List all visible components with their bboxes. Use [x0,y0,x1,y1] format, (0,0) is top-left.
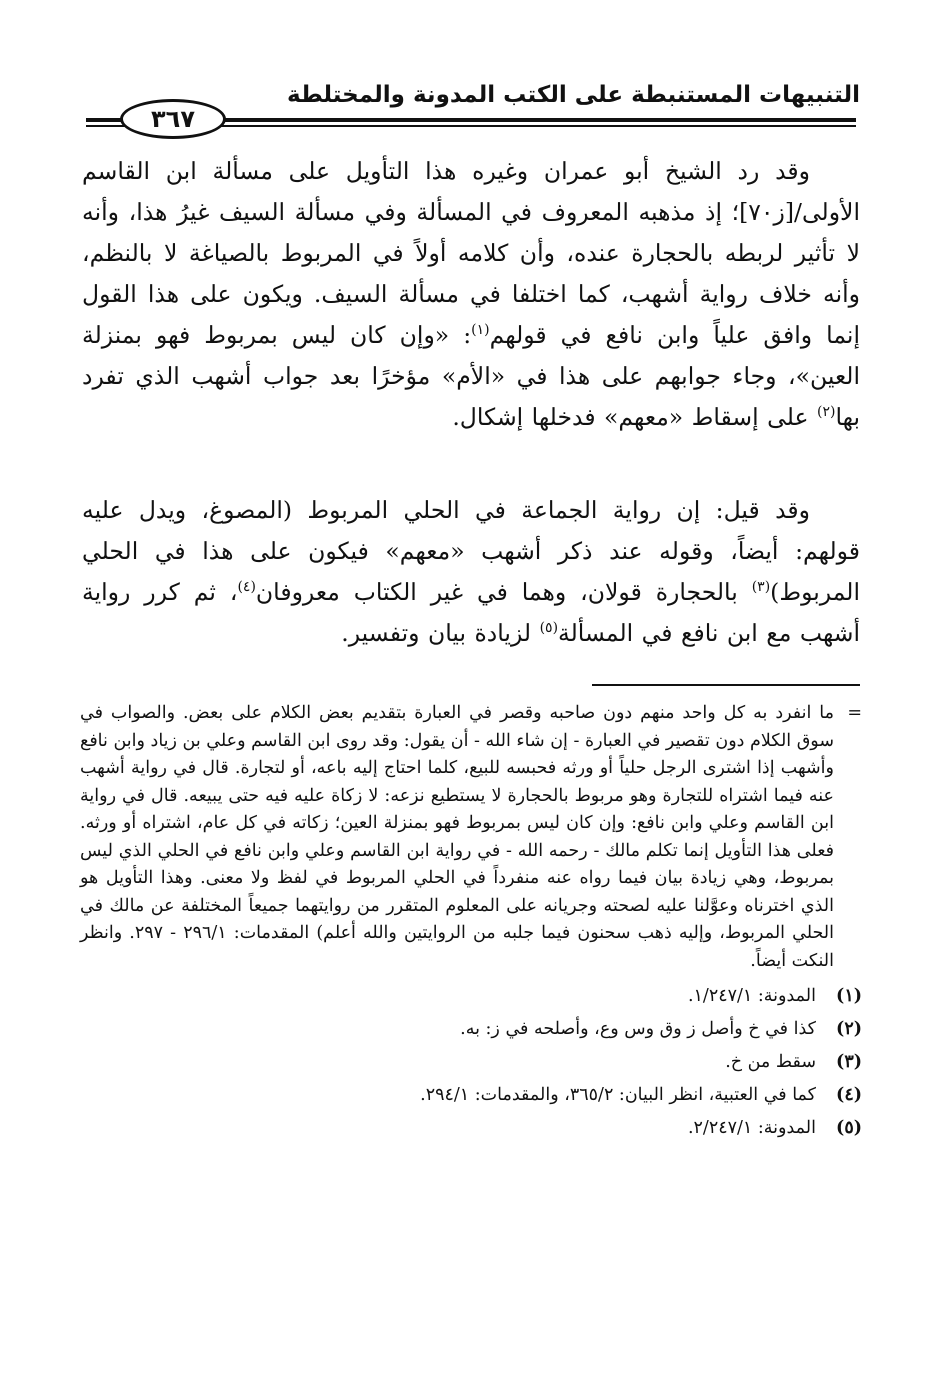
paragraph-text: وقد رد الشيخ أبو عمران وغيره هذا التأويل على مسألة ابن القاسم الأولى/[ز٧٠]؛ إذ مذهبه المعروف في المسألة وفي مسألة السيف غيرُ هذا، وأنه لا تأثير لربطه بالحجارة عنده، وأن كلامه أولاً في المربوط بالصياغة لا بالنظم، وأنه خلاف رواية أشهب، كما اختلفا في مسألة السيف. ويكون على هذا القول إنما وافق علياً وابن نافع في قولهم [82,157,860,349]
footnotes [80,700,862,1147]
footnote-number: (٥) [836,1118,862,1138]
footnote-number: (٢) [836,1019,862,1039]
footnote-number: (٣) [836,1052,862,1072]
footnote-text: سقط من خ. [725,1052,816,1072]
footnote-list [80,982,862,1142]
footnote-text: كما في العتبية، انظر البيان: ٣٦٥/٢، والمقدمات: ٢٩٤/١. [420,1085,816,1105]
paragraph-text: لزيادة بيان وتفسير. [341,619,540,647]
continuation-marker: = [847,703,862,723]
footnote-reference: (٥) [539,620,559,637]
footnote-number: (١) [836,986,862,1006]
running-title: التنبيهات المستنبطة على الكتب المدونة والمختلطة [287,82,860,108]
main-paragraph-1 [82,151,860,438]
footnote-separator [592,684,860,686]
footnote-item [80,1081,862,1109]
paragraph-text: ، ثم كرر رواية أشهب مع ابن نافع في المسألة [82,578,860,647]
footnote-item [80,1114,862,1142]
paragraph-text: وقد قيل: إن رواية الجماعة في الحلي المربوط (المصوغ، ويدل عليه قولهم: أيضاً، وقوله عند ذكر أشهب «معهم» فيكون على هذا في الحلي المربوط) [82,496,860,606]
paragraph-text: على إسقاط «معهم» فدخلها إشكال. [452,403,817,431]
footnote-reference: (١) [471,322,490,339]
footnote-item [80,1048,862,1076]
footnote-item [80,1015,862,1043]
continued-footnote-text: ما انفرد به كل واحد منهم دون صاحبه وقصر في العبارة بتقديم بعض الكلام على بعض. والصواب في سوق الكلام دون تقصير في العبارة - إن شاء الله - أن يقول: وقد روى ابن القاسم وعلي بن زياد وابن نافع وأشهب إذا اشترى الرجل حلياً أو ورثه فحبسه للبيع، كلما احتاج إليه باعه، أو لتجارة. قال في رواية أشهب عنه فيما اشتراه للتجارة وهو مربوط بالحجارة لا يستطيع نزعه: لا زكاة عليه فيه حتى يبيعه. قال في رواية ابن القاسم وعلي وابن نافع: وإن كان ليس بمربوط فهو بمنزلة العين؛ زكاته في كل عام، اشتراه أو ورثه. فعلى هذا التأويل إنما تكلم مالك - رحمه الله - في رواية ابن القاسم وعلي وابن نافع في الحلي الذي ليس بمربوط، وهي زيادة بيان فيما رواه عنه منفرداً في الحلي المربوط في لفظ ولا معنى. وهذا التأويل هو الذي اخترناه وعوَّلنا عليه لصحته وجريانه على المعلوم المتقرر من روايتهما جميعاً المختلفة عن مالك في الحلي المربوط، وإليه ذهب سحنون فيما جلبه من الروايتين والله أعلم) المقدمات: ٢٩٦/١ - ٢٩٧. وانظر النكت أيضاً. [80,703,834,971]
footnote-item [80,982,862,1010]
paragraph-text: بالحجارة قولان، وهما في غير الكتاب معروفان [255,578,752,606]
main-paragraph-2 [82,490,860,654]
continued-footnote [80,700,862,975]
footnote-text: المدونة: ٢/٢٤٧/١. [687,1118,816,1138]
page-number-badge: ٣٦٧ [120,99,226,139]
paragraph-text: : «وإن كان ليس بمربوط فهو بمنزلة العين»، وجاء جوابهم على هذا في «الأم» مؤخرًا بعد جواب أشهب الذي تفرد بها [82,321,860,431]
footnote-text: المدونة: ١/٢٤٧/١. [687,986,816,1006]
footnote-reference: (٢) [816,404,836,421]
footnote-text: كذا في خ وأصل ز وق وس وع، وأصلحه في ز: به. [460,1019,816,1039]
footnote-number: (٤) [836,1085,862,1105]
footnote-reference: (٣) [751,579,771,596]
footnote-reference: (٤) [237,579,256,596]
